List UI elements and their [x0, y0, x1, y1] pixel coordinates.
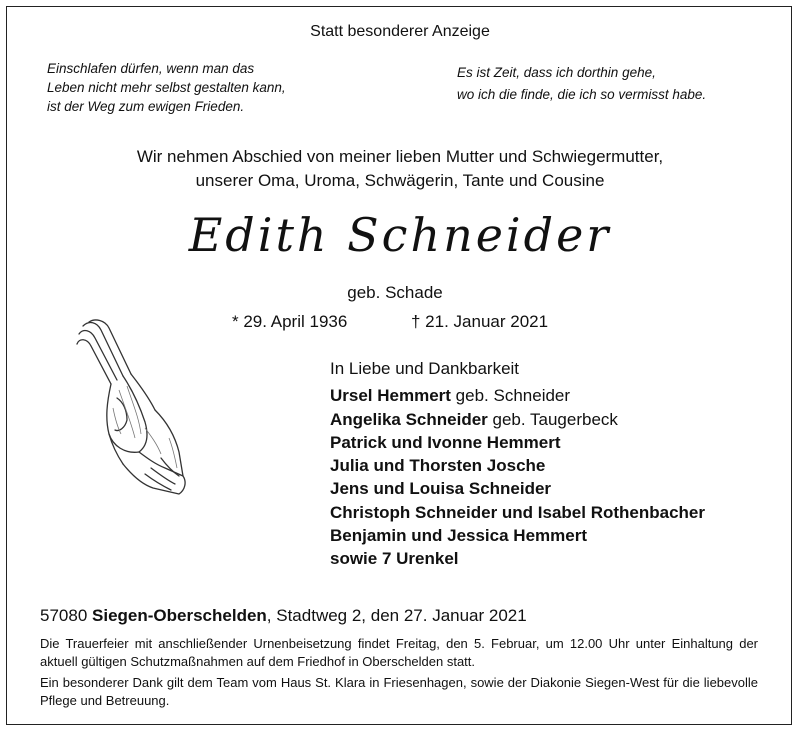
- mourner-entry: [330, 384, 705, 407]
- mourner-entry: [330, 524, 705, 547]
- mourner-entry: [330, 431, 705, 454]
- notice-header: Statt besonderer Anzeige: [310, 23, 490, 40]
- mourner-name: sowie 7 Urenkel: [330, 549, 459, 569]
- mourner-name: Ursel Hemmert: [330, 386, 451, 406]
- funeral-info: Die Trauerfeier mit anschließender Urnenbeisetzung findet Freitag, den 5. Februar, um 12.00 Uhr unter Einhaltung der aktuell gültigen Schutzmaßnahmen auf dem Friedhof in Oberschelden statt.: [40, 636, 758, 669]
- mourner-detail: geb. Schneider: [450, 386, 571, 406]
- mourner-name: Benjamin und Jessica Hemmert: [330, 526, 587, 546]
- intro-line: unserer Oma, Uroma, Schwägerin, Tante und Cousine: [195, 171, 605, 190]
- mourner-entry: [330, 408, 705, 431]
- quote-left-line: Einschlafen dürfen, wenn man das: [47, 61, 255, 76]
- mourner-entry: [330, 547, 705, 570]
- town-name: Siegen-Oberschelden: [92, 606, 267, 625]
- funeral-notes: [40, 635, 758, 713]
- praying-hands-icon: [75, 318, 190, 498]
- postal-code: 57080: [40, 606, 88, 625]
- quote-left-line: ist der Weg zum ewigen Frieden.: [47, 99, 245, 114]
- mourner-name: Christoph Schneider und Isabel Rothenbacher: [330, 502, 705, 522]
- quote-right-line: wo ich die finde, die ich so vermisst habe.: [457, 87, 707, 102]
- mourner-entry: [330, 477, 705, 500]
- birth-date: * 29. April 1936: [232, 312, 348, 331]
- mourner-name: Patrick und Ivonne Hemmert: [330, 432, 561, 452]
- quote-right-line: Es ist Zeit, dass ich dorthin gehe,: [457, 65, 656, 80]
- mourner-entry: [330, 501, 705, 524]
- place-and-date: [40, 606, 527, 626]
- mourners-list: [330, 357, 705, 571]
- address-date: , Stadtweg 2, den 27. Januar 2021: [266, 606, 527, 625]
- mourner-name: Julia und Thorsten Josche: [330, 456, 546, 476]
- intro-line: Wir nehmen Abschied von meiner lieben Mutter und Schwiegermutter,: [136, 147, 664, 166]
- death-date: † 21. Januar 2021: [411, 312, 549, 331]
- mourner-name: Angelika Schneider: [330, 409, 488, 429]
- quote-right: [457, 62, 706, 106]
- intro-text: [0, 145, 800, 193]
- quote-left-line: Leben nicht mehr selbst gestalten kann,: [47, 80, 286, 95]
- maiden-name: geb. Schade: [347, 283, 443, 302]
- thanks-note: Ein besonderer Dank gilt dem Team vom Haus St. Klara in Friesenhagen, sowie der Diakonie Siegen-West für die liebevolle Pflege und Betreuung.: [40, 675, 758, 708]
- deceased-name: Edith Schneider: [188, 208, 612, 262]
- mourners-lead: In Liebe und Dankbarkeit: [330, 359, 520, 378]
- mourner-name: Jens und Louisa Schneider: [330, 479, 552, 499]
- quote-left: [47, 59, 286, 116]
- mourner-detail: geb. Taugerbeck: [487, 409, 618, 429]
- mourner-entry: [330, 454, 705, 477]
